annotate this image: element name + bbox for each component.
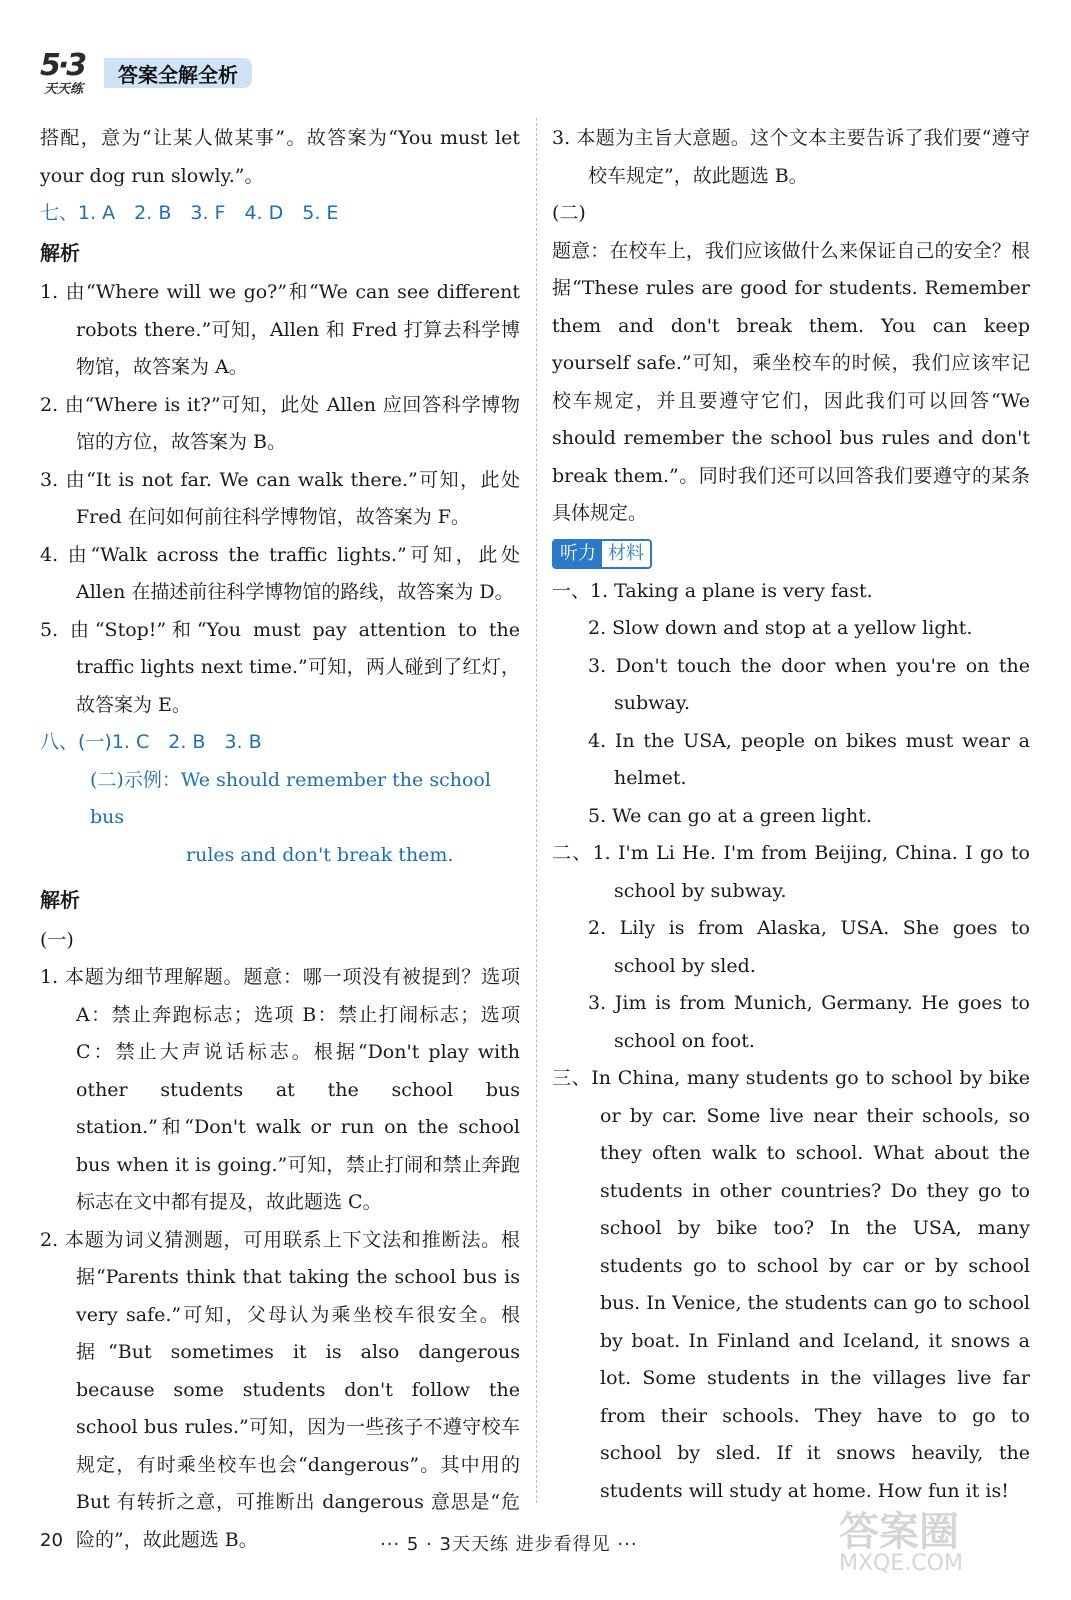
section8-item-1: 1. 本题为细节理解题。题意：哪一项没有被提到？选项 A：禁止奔跑标志；选项 B：禁止打闹标志；选项 C：禁止大声说话标志。根据“Don't play with other students at the school bus station.”和“Don't walk or run on the school bus when it is going.”可知，禁止打闹和禁止奔跑标志在文中都有提及，故此题选 C。 <box>40 966 520 1213</box>
brand-logo <box>40 48 94 98</box>
page-header <box>40 50 252 96</box>
section8-sample-line2: rules and don't break them. <box>186 843 454 866</box>
listening-s1-item-4: 4. In the USA, people on bikes must wear a helmet. <box>588 729 1030 789</box>
listening-s1-item-3: 3. Don't touch the door when you're on the subway. <box>588 654 1030 714</box>
footer-slogan: ··· 5 · 3天天练 进步看得见 ··· <box>380 1534 638 1555</box>
section8-item-2: 2. 本题为词义猜测题，可用联系上下文法和推断法。根据“Parents think that taking the school bus is very safe.”可知，父母认为乘坐校车很安全。根据“But sometimes it is also dangerous because some students don't follow the school bus rules.”可知，因为一些孩子不遵守校车规定，有时乘坐校车也会“dangerous”。其中用的 But 有转折之意，可推断出 dangerous 意思是“危险的”，故此题选 B。 <box>40 1228 520 1551</box>
listening-s2-item-3: 3. Jim is from Munich, Germany. He goes to school on foot. <box>588 992 1030 1052</box>
header-banner: 答案全解全析 <box>104 58 252 88</box>
left-column <box>40 120 520 1559</box>
section8-item-3: 3. 本题为主旨大意题。这个文本主要告诉了我们要“遵守校车规定”，故此题选 B。 <box>552 127 1030 187</box>
section7-item-1: 1. 由“Where will we go?”和“We can see different robots there.”可知，Allen 和 Fred 打算去科学博物馆，故答案为 A。 <box>40 281 520 378</box>
right-column <box>552 120 1030 1510</box>
listening-s1-item-5: 5. We can go at a green light. <box>588 804 872 827</box>
listening-material-tag <box>552 539 652 569</box>
section7-item-5: 5. 由“Stop!”和“You must pay attention to the traffic lights next time.”可知，两人碰到了红灯，故答案为 E。 <box>40 618 520 716</box>
watermark-title: 答案圈 <box>839 1509 959 1555</box>
section7-item-2: 2. 由“Where is it?”可知，此处 Allen 应回答科学博物馆的方位，故答案为 B。 <box>40 393 520 453</box>
section8-answers: 八、(一)1. C 2. B 3. B <box>40 731 262 753</box>
listening-s1-item-1: 一、1. Taking a plane is very fast. <box>552 579 873 602</box>
section8-sample <box>40 762 520 875</box>
section7-answers: 七、1. A 2. B 3. F 4. D 5. E <box>40 202 339 224</box>
section7-item-3: 3. 由“It is not far. We can walk there.”可知，此处 Fred 在问如何前往科学博物馆，故答案为 F。 <box>40 468 520 528</box>
column-divider <box>536 118 537 1503</box>
page-number: 20 <box>40 1530 63 1551</box>
section8-part2-label: (二) <box>552 202 586 224</box>
listening-s2-item-2: 2. Lily is from Alaska, USA. She goes to school by sled. <box>588 917 1030 977</box>
section8-analysis-title: 解析 <box>40 888 80 912</box>
tag-material: 材料 <box>602 541 650 567</box>
section8-part2-analysis: 题意：在校车上，我们应该做什么来保证自己的安全？根据“These rules are good for students. Remember them and don't break them. You can keep yourself safe.”可知，乘坐校车的时候，我们应该牢记校车规定，并且要遵守它们，因此我们可以回答“We should remember the school bus rules and don't break them.”。同时我们还可以回答我们要遵守的某条具体规定。 <box>552 239 1030 524</box>
continued-text: 搭配，意为“让某人做某事”。故答案为“You must let your dog run slowly.”。 <box>40 127 520 187</box>
logo-number: 5·3 <box>40 48 85 83</box>
section8-sample-line1: (二)示例：We should remember the school bus <box>90 768 491 828</box>
listening-s2-item-1: 二、1. I'm Li He. I'm from Beijing, China. I go to school by subway. <box>552 842 1030 902</box>
site-watermark <box>839 1500 1049 1580</box>
tag-listening: 听力 <box>554 541 602 567</box>
section7-analysis-title: 解析 <box>40 240 80 265</box>
listening-s1-item-2: 2. Slow down and stop at a yellow light. <box>588 617 973 639</box>
listening-s3-passage: 三、In China, many students go to school by bike or by car. Some live near their schools, so they often walk to school. What about the students in other countries? Do they go to school by bike too? In the USA, many students go to school by car or by school bus. In Venice, the students can go to school by boat. In Finland and Iceland, it snows a lot. Some students in the villages live far from their schools. They have to go to school by sled. If it snows heavily, the students will study at home. How fun it is! <box>552 1067 1030 1502</box>
logo-subtitle: 天天练 <box>44 82 84 97</box>
watermark-url: MXQE.COM <box>839 1551 963 1576</box>
section7-item-4: 4. 由“Walk across the traffic lights.”可知，此处 Allen 在描述前往科学博物馆的路线，故答案为 D。 <box>40 543 520 603</box>
section8-part1-label: (一) <box>40 928 74 951</box>
